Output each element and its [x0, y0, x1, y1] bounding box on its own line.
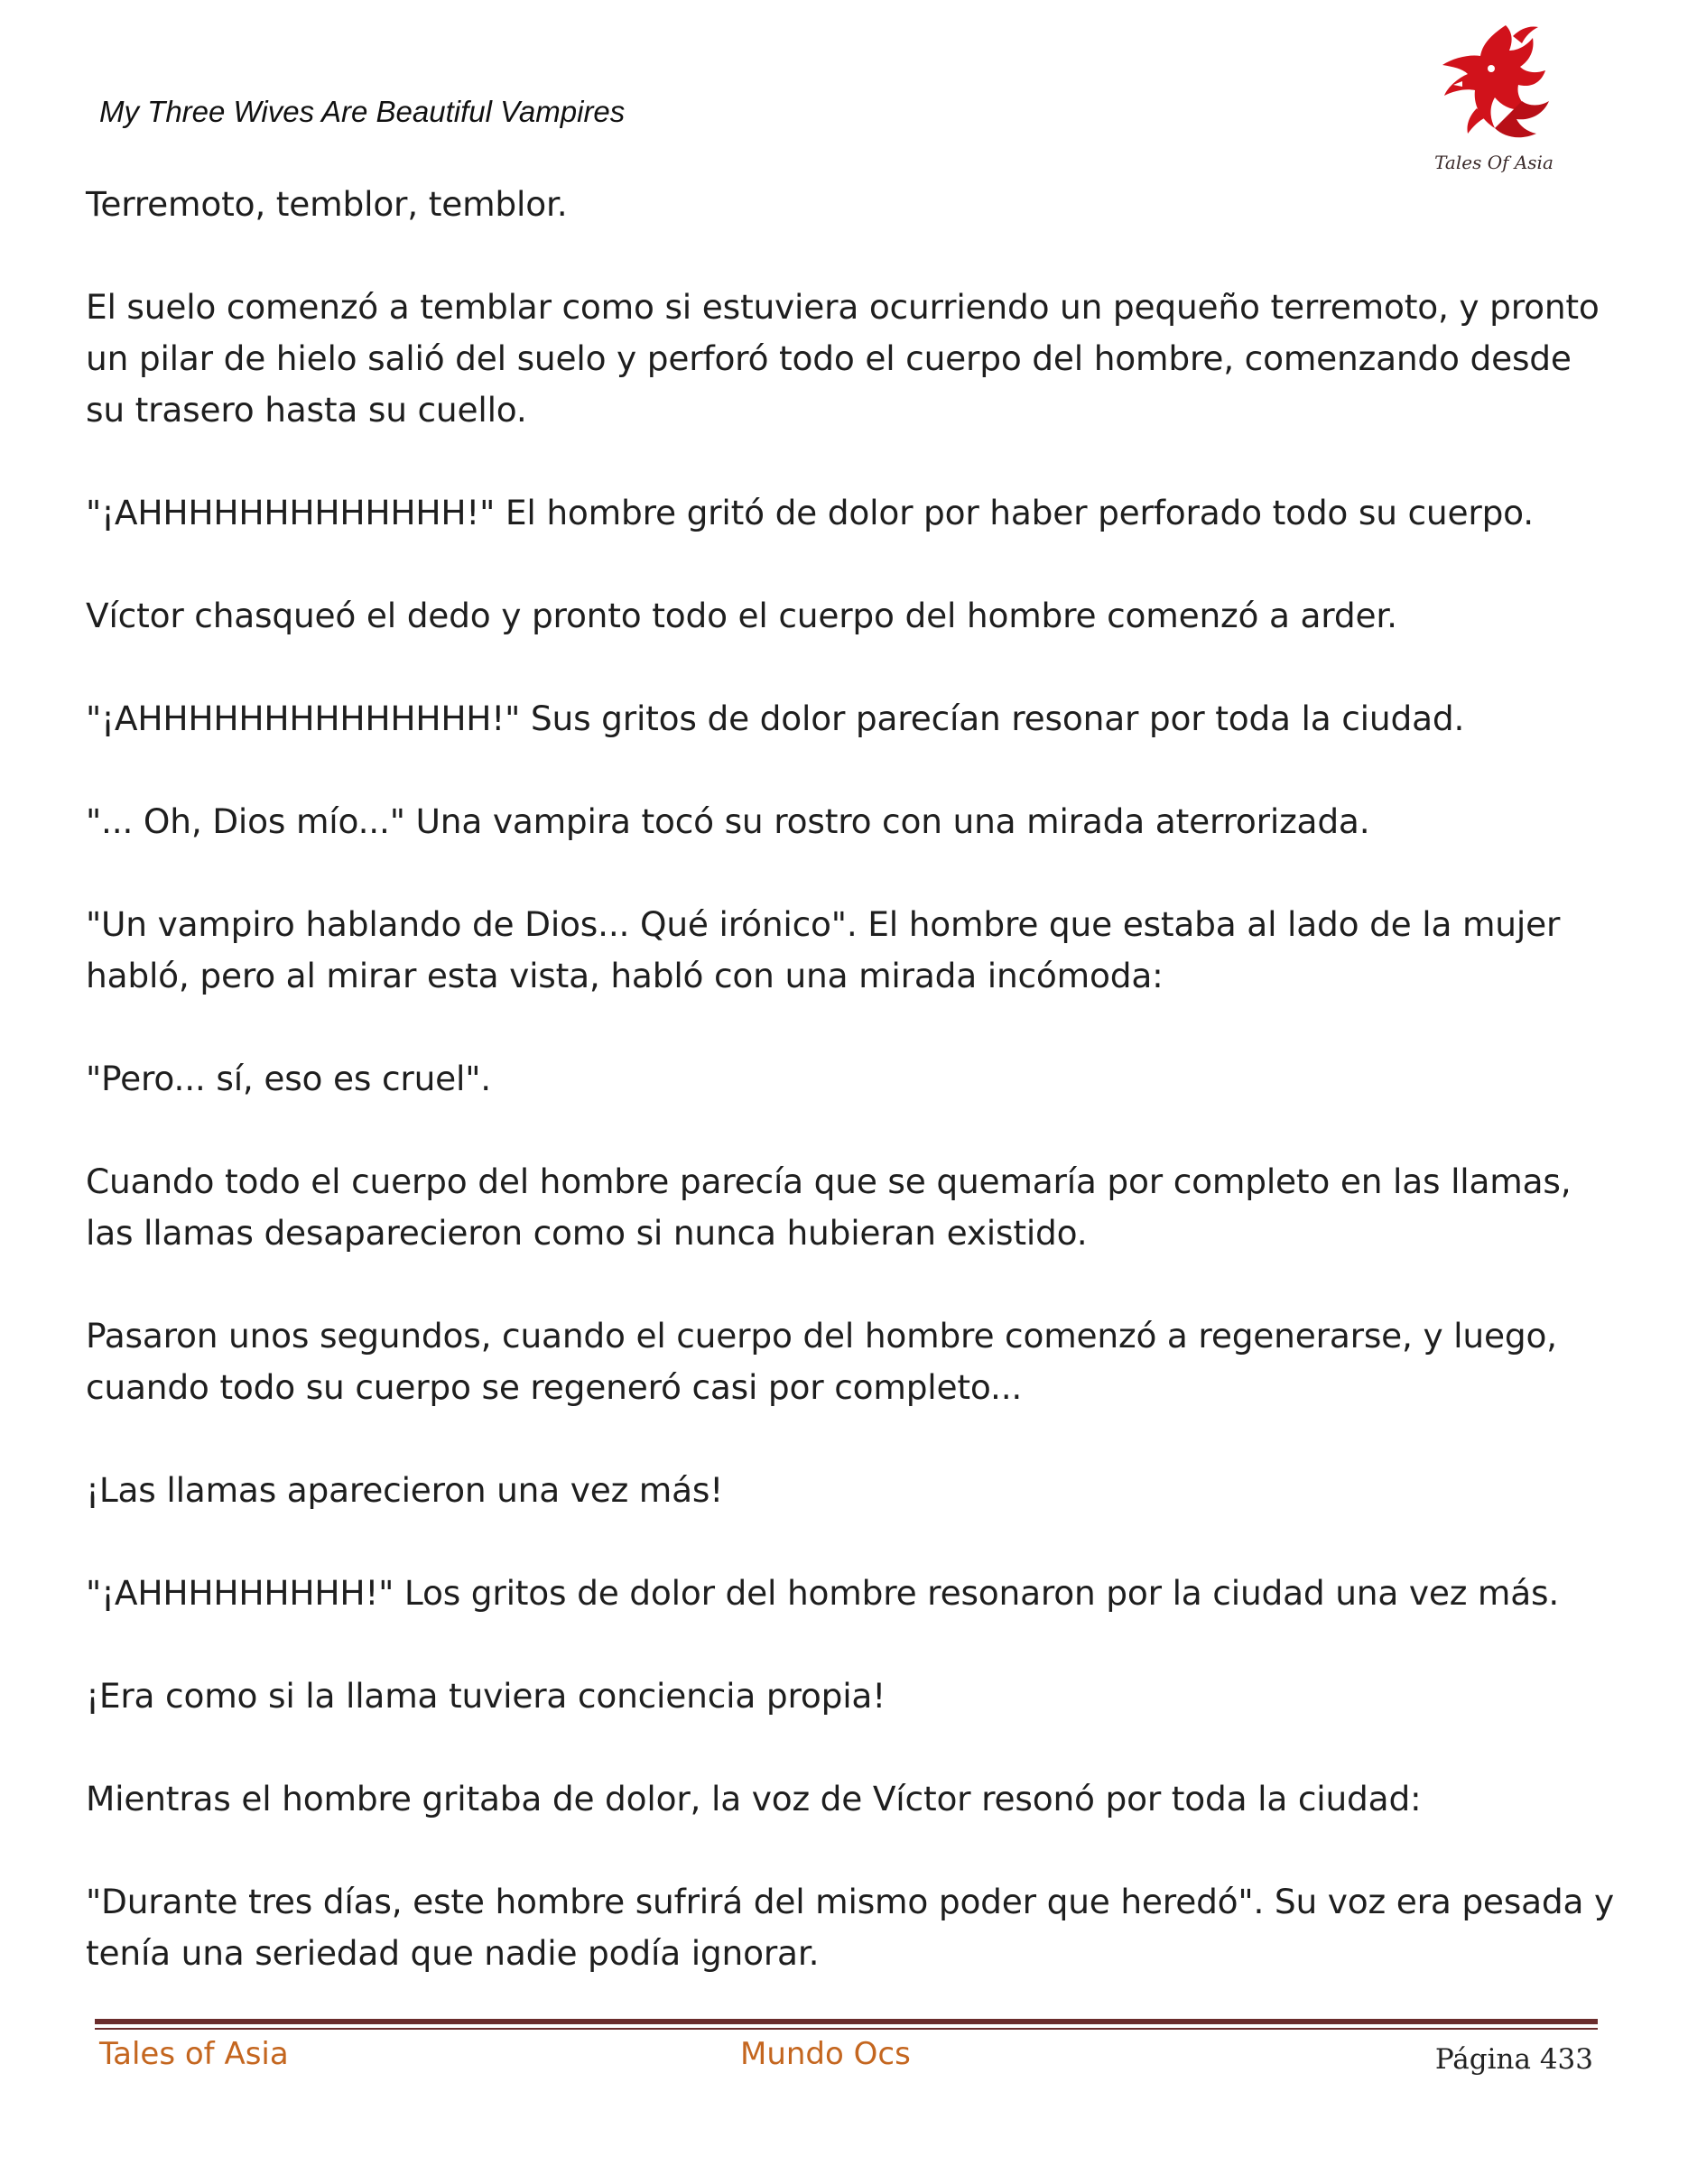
red-dragon-icon: [1426, 18, 1562, 153]
footer-divider: [95, 2019, 1598, 2024]
paragraph: El suelo comenzó a temblar como si estuviera ocurriendo un pequeño terremoto, y pronto un pilar de hielo salió del suelo y perforó todo el cuerpo del hombre, comenzando desde su trasero hasta su cuello.: [86, 287, 1600, 430]
paragraph: "¡AHHHHHHHHHHHHHH!" Sus gritos de dolor parecían resonar por toda la ciudad.: [86, 699, 1465, 738]
paragraph: Víctor chasqueó el dedo y pronto todo el cuerpo del hombre comenzó a arder.: [86, 596, 1397, 635]
paragraph: "¡AHHHHHHHHHHHHH!" El hombre gritó de dolor por haber perforado todo su cuerpo.: [86, 493, 1534, 532]
footer-section: Mundo Ocs: [740, 2036, 911, 2072]
footer-divider-thin: [95, 2028, 1598, 2030]
paragraph: "Un vampiro hablando de Dios... Qué irónico". El hombre que estaba al lado de la mujer habló, pero al mirar esta vista, habló con una mirada incómoda:: [86, 904, 1561, 995]
logo-text: Tales Of Asia: [1434, 152, 1554, 173]
paragraph: ¡Era como si la llama tuviera conciencia propia!: [86, 1676, 886, 1716]
paragraph: "... Oh, Dios mío..." Una vampira tocó su rostro con una mirada aterrorizada.: [86, 801, 1370, 841]
paragraph: Cuando todo el cuerpo del hombre parecía que se quemaría por completo en las llamas, las llamas desaparecieron como si nunca hubieran existido.: [86, 1161, 1572, 1253]
paragraph: "Durante tres días, este hombre sufrirá del mismo poder que heredó". Su voz era pesada y tenía una seriedad que nadie podía ignorar.: [86, 1882, 1615, 1973]
paragraph: Mientras el hombre gritaba de dolor, la voz de Víctor resonó por toda la ciudad:: [86, 1779, 1422, 1818]
paragraph: ¡Las llamas aparecieron una vez más!: [86, 1470, 724, 1510]
paragraph: "Pero... sí, eso es cruel".: [86, 1059, 492, 1098]
book-title: My Three Wives Are Beautiful Vampires: [99, 95, 626, 128]
paragraph: Pasaron unos segundos, cuando el cuerpo del hombre comenzó a regenerarse, y luego, cuando todo su cuerpo se regeneró casi por completo...: [86, 1316, 1557, 1407]
footer-publisher: Tales of Asia: [99, 2036, 289, 2072]
paragraph: Terremoto, temblor, temblor.: [86, 184, 568, 224]
page-body: [86, 179, 1620, 2031]
paragraph: "¡AHHHHHHHHH!" Los gritos de dolor del hombre resonaron por la ciudad una vez más.: [86, 1573, 1560, 1613]
page-number: Página 433: [1434, 2043, 1593, 2076]
tales-of-asia-logo: [1426, 18, 1562, 180]
